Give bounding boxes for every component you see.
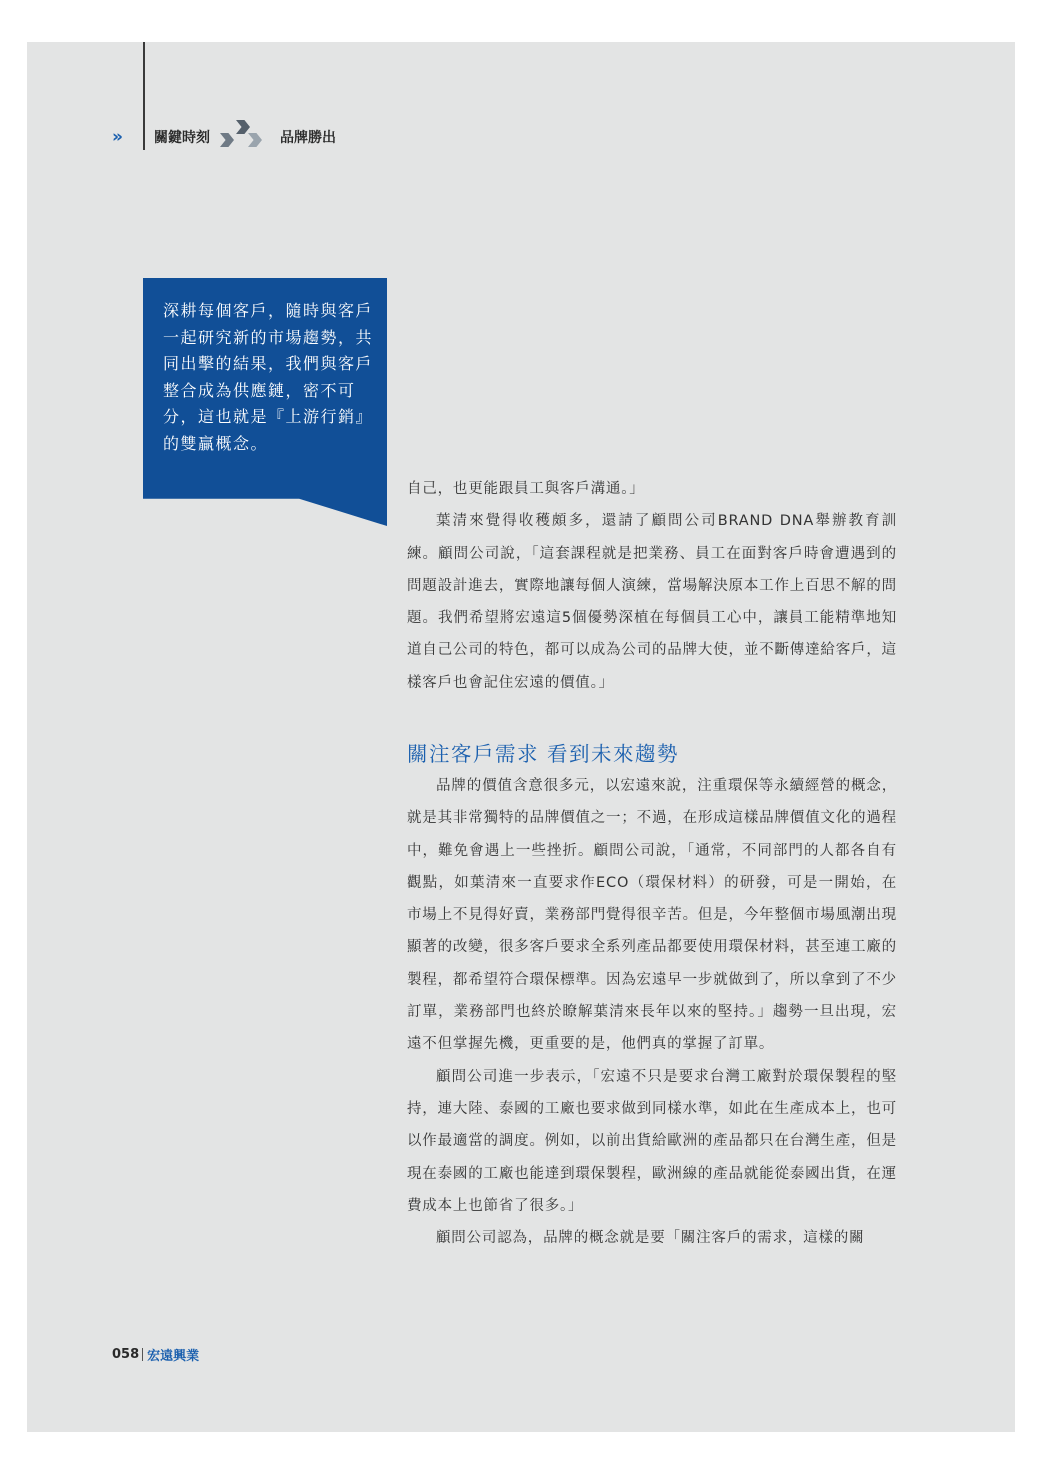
double-chevron-icon: » [112, 127, 120, 147]
arrow-right-icon [236, 120, 250, 134]
section-heading: 關注客戶需求 看到未來趨勢 [407, 742, 680, 766]
section-label: 關鍵時刻 [154, 130, 210, 146]
page-number: 058 [112, 1347, 140, 1362]
footer-divider [142, 1348, 143, 1361]
chapter-label: 品牌勝出 [280, 130, 336, 146]
pull-quote-text: 深耕每個客戶，隨時與客戶一起研究新的市場趨勢，共同出擊的結果，我們與客戶整合成為供應鏈，密不可分，這也就是『上游行銷』的雙贏概念。 [163, 301, 374, 453]
paragraph: 自己，也更能跟員工與客戶溝通。」 [407, 481, 645, 497]
running-header [112, 120, 336, 154]
arrow-right-icon [248, 133, 262, 147]
page-footer [112, 1345, 199, 1364]
paragraph: 品牌的價值含意很多元，以宏遠來說，注重環保等永續經營的概念，就是其非常獨特的品牌價值之一；不過，在形成這樣品牌價值文化的過程中，難免會遇上一些挫折。顧問公司說，「通常，不同部門的人都各自有觀點，如葉清來一直要求作ECO（環保材料）的研發，可是一開始，在市場上不見得好賣，業務部門覺得很辛苦。但是，今年整個市場風潮出現顯著的改變，很多客戶要求全系列產品都要使用環保材料，甚至連工廠的製程，都希望符合環保標準。因為宏遠早一步就做到了，所以拿到了不少訂單，業務部門也終於瞭解葉清來長年以來的堅持。」趨勢一旦出現，宏遠不但掌握先機，更重要的是，他們真的掌握了訂單。 [407, 778, 897, 1053]
body-text-top [407, 473, 897, 699]
paragraph: 顧問公司認為，品牌的概念就是要「關注客戶的需求，這樣的關 [436, 1230, 865, 1247]
book-title: 宏遠興業 [147, 1349, 200, 1364]
arrow-icons [212, 120, 278, 154]
paragraph: 顧問公司進一步表示，「宏遠不只是要求台灣工廠對於環保製程的堅持，連大陸、泰國的工廠也要求做到同樣水準，如此在生產成本上，也可以作最適當的調度。例如，以前出貨給歐洲的產品都只在台灣生產，但是現在泰國的工廠也能達到環保製程，歐洲線的產品就能從泰國出貨，在運費成本上也節省了很多。」 [407, 1068, 897, 1214]
arrow-right-icon [220, 133, 234, 147]
body-text-bottom [407, 770, 897, 1254]
paragraph: 葉清來覺得收穫頗多，還請了顧問公司BRAND DNA舉辦教育訓練。顧問公司說，「這套課程就是把業務、員工在面對客戶時會遭遇到的問題設計進去，實際地讓每個人演練，當場解決原本工作上百思不解的問題。我們希望將宏遠這5個優勢深植在每個員工心中，讓員工能精準地知道自己公司的特色，都可以成為公司的品牌大使，並不斷傳達給客戶，這樣客戶也會記住宏遠的價值。」 [407, 513, 897, 691]
